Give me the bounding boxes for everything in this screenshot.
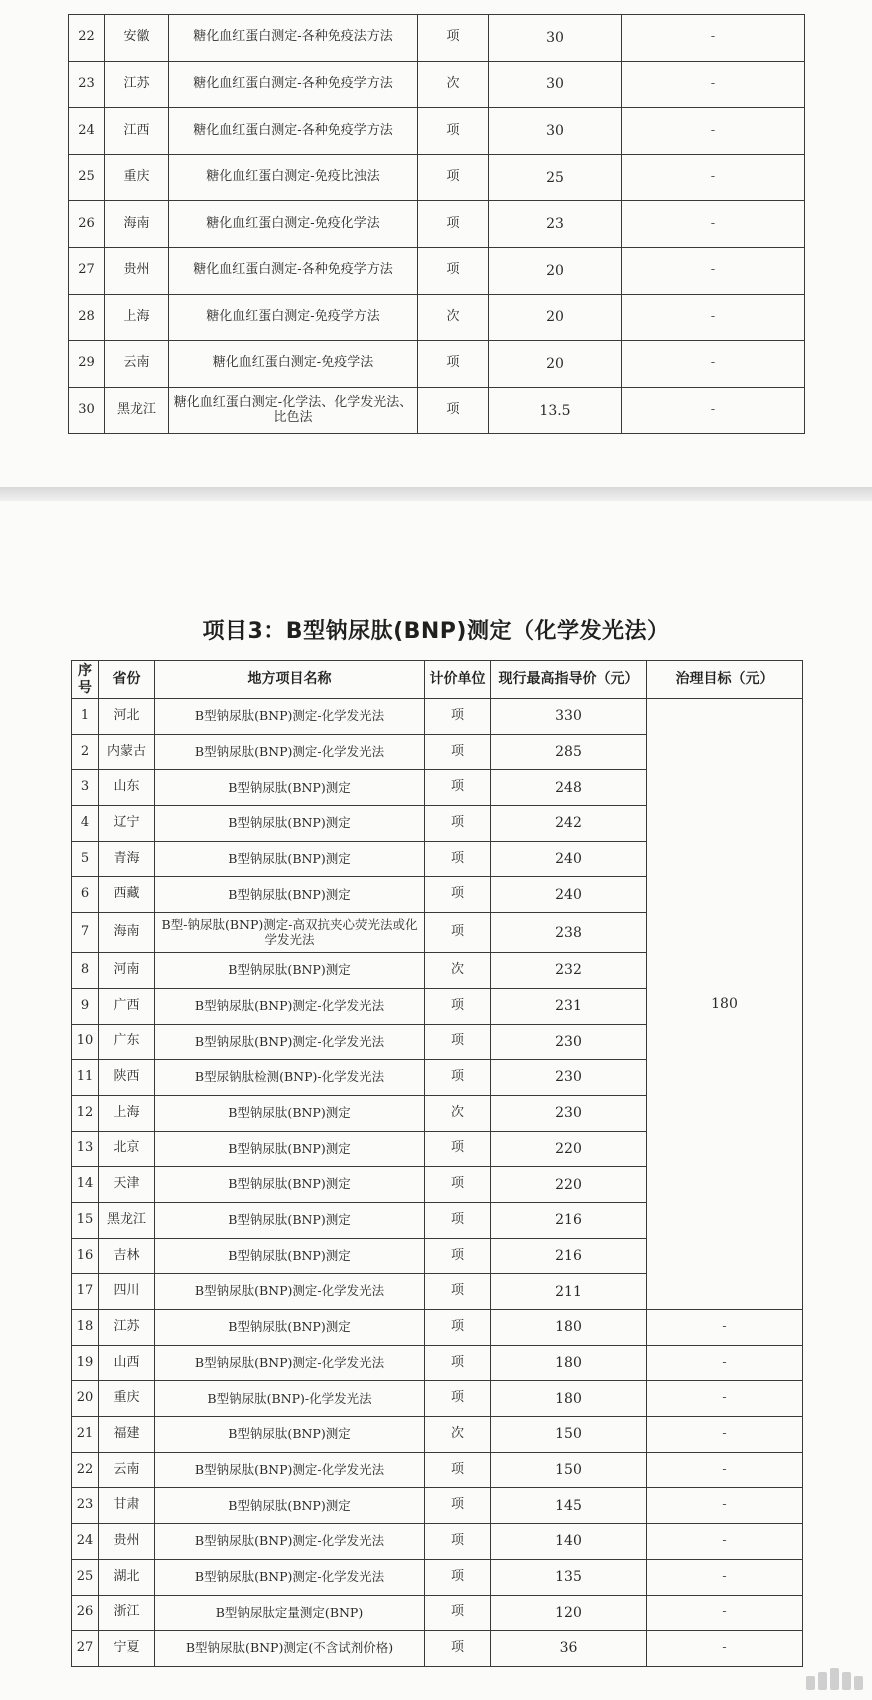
item-name-cell: B型钠尿肽(BNP)测定 [155,1310,425,1346]
row-number: 26 [72,1595,99,1631]
row-number: 15 [72,1202,99,1238]
item-name-cell: B型-钠尿肽(BNP)测定-高双抗夹心荧光法或化学发光法 [155,913,425,953]
price-cell: 20 [489,341,622,388]
item-name-cell: B型钠尿肽定量测定(BNP) [155,1595,425,1631]
unit-cell: 项 [425,699,491,735]
province-cell: 广西 [99,988,155,1024]
price-cell: 145 [491,1488,647,1524]
item-name-cell: B型钠尿肽(BNP)测定 [155,1131,425,1167]
unit-cell: 项 [418,15,489,62]
row-number: 20 [72,1381,99,1417]
unit-cell: 项 [425,988,491,1024]
unit-cell: 项 [425,1167,491,1203]
province-cell: 重庆 [99,1381,155,1417]
unit-cell: 项 [425,770,491,806]
price-cell: 230 [491,1095,647,1131]
province-cell: 青海 [99,841,155,877]
table-row [72,1595,803,1631]
row-number: 27 [69,247,105,294]
row-number: 18 [72,1310,99,1346]
table-row [69,61,805,108]
price-cell: 30 [489,108,622,155]
unit-cell: 项 [425,1559,491,1595]
price-cell: 20 [489,247,622,294]
unit-cell: 项 [425,1524,491,1560]
unit-cell: 项 [425,1452,491,1488]
table-row [72,699,803,735]
unit-cell: 项 [425,1131,491,1167]
item-name-cell: B型钠尿肽(BNP)测定-化学发光法 [155,1524,425,1560]
province-cell: 西藏 [99,877,155,913]
target-cell: - [622,61,805,108]
unit-cell: 项 [418,108,489,155]
unit-cell: 项 [425,1238,491,1274]
table-header-row [72,661,803,699]
item-name-cell: B型钠尿肽(BNP)测定 [155,806,425,842]
target-cell: - [647,1381,803,1417]
province-cell: 福建 [99,1417,155,1453]
item-name-cell: 糖化血红蛋白测定-各种免疫学方法 [169,61,418,108]
unit-cell: 项 [425,913,491,953]
province-cell: 辽宁 [99,806,155,842]
price-cell: 30 [489,61,622,108]
table-row [69,201,805,248]
price-cell: 150 [491,1452,647,1488]
province-cell: 江苏 [99,1310,155,1346]
target-cell: - [622,341,805,388]
row-number: 12 [72,1095,99,1131]
province-cell: 贵州 [99,1524,155,1560]
table-row [69,247,805,294]
unit-cell: 项 [425,1488,491,1524]
header-province: 省份 [99,661,155,699]
item-name-cell: B型钠尿肽(BNP)测定 [155,953,425,989]
row-number: 11 [72,1060,99,1096]
province-cell: 海南 [99,913,155,953]
unit-cell: 项 [425,841,491,877]
unit-cell: 项 [425,734,491,770]
hba1c-price-table [68,14,805,434]
item-name-cell: B型钠尿肽(BNP)测定-化学发光法 [155,1452,425,1488]
target-cell: - [647,1524,803,1560]
target-cell: - [622,387,805,434]
table-row [69,387,805,434]
item-name-cell: B型钠尿肽(BNP)测定 [155,841,425,877]
price-cell: 330 [491,699,647,735]
price-cell: 220 [491,1131,647,1167]
province-cell: 山东 [99,770,155,806]
price-cell: 180 [491,1381,647,1417]
row-number: 4 [72,806,99,842]
header-name: 地方项目名称 [155,661,425,699]
price-cell: 140 [491,1524,647,1560]
item-name-cell: 糖化血红蛋白测定-化学法、化学发光法、比色法 [169,387,418,434]
item-name-cell: B型钠尿肽(BNP)测定-化学发光法 [155,1559,425,1595]
province-cell: 天津 [99,1167,155,1203]
province-cell: 河南 [99,953,155,989]
header-price: 现行最高指导价（元） [491,661,647,699]
item-name-cell: B型钠尿肽(BNP)测定 [155,1167,425,1203]
item-name-cell: 糖化血红蛋白测定-各种免疫学方法 [169,247,418,294]
province-cell: 陕西 [99,1060,155,1096]
table-row [72,1345,803,1381]
page-gap [0,487,872,501]
row-number: 23 [69,61,105,108]
item-name-cell: 糖化血红蛋白测定-各种免疫法方法 [169,15,418,62]
price-cell: 242 [491,806,647,842]
target-cell: - [647,1595,803,1631]
target-cell: - [647,1310,803,1346]
header-unit: 计价单位 [425,661,491,699]
header-target: 治理目标（元） [647,661,803,699]
table-row [72,1310,803,1346]
price-cell: 13.5 [489,387,622,434]
price-cell: 20 [489,294,622,341]
unit-cell: 项 [418,154,489,201]
province-cell: 云南 [105,341,169,388]
province-cell: 上海 [99,1095,155,1131]
row-number: 19 [72,1345,99,1381]
unit-cell: 项 [425,1381,491,1417]
item-name-cell: B型尿钠肽检测(BNP)-化学发光法 [155,1060,425,1096]
document-page-1 [0,0,872,487]
province-cell: 上海 [105,294,169,341]
price-cell: 180 [491,1345,647,1381]
row-number: 6 [72,877,99,913]
target-cell: - [647,1488,803,1524]
province-cell: 重庆 [105,154,169,201]
target-cell: - [622,15,805,62]
unit-cell: 次 [425,1095,491,1131]
row-number: 9 [72,988,99,1024]
price-cell: 285 [491,734,647,770]
unit-cell: 项 [425,1595,491,1631]
province-cell: 内蒙古 [99,734,155,770]
table-row [69,294,805,341]
price-cell: 211 [491,1274,647,1310]
unit-cell: 项 [425,1202,491,1238]
unit-cell: 项 [425,1631,491,1667]
item-name-cell: B型钠尿肽(BNP)测定-化学发光法 [155,988,425,1024]
price-cell: 231 [491,988,647,1024]
row-number: 13 [72,1131,99,1167]
target-cell: - [647,1417,803,1453]
item-name-cell: B型钠尿肽(BNP)测定 [155,770,425,806]
unit-cell: 项 [425,1310,491,1346]
province-cell: 吉林 [99,1238,155,1274]
target-cell: - [622,201,805,248]
province-cell: 安徽 [105,15,169,62]
row-number: 10 [72,1024,99,1060]
table-row [72,1631,803,1667]
row-number: 28 [69,294,105,341]
price-cell: 240 [491,877,647,913]
row-number: 26 [69,201,105,248]
item-name-cell: B型钠尿肽(BNP)测定-化学发光法 [155,1024,425,1060]
province-cell: 云南 [99,1452,155,1488]
unit-cell: 项 [425,806,491,842]
bnp-price-table [71,660,803,1667]
item-name-cell: 糖化血红蛋白测定-免疫学法 [169,341,418,388]
price-cell: 240 [491,841,647,877]
table-row [72,1488,803,1524]
price-cell: 23 [489,201,622,248]
row-number: 7 [72,913,99,953]
item-name-cell: B型钠尿肽(BNP)-化学发光法 [155,1381,425,1417]
row-number: 14 [72,1167,99,1203]
price-cell: 238 [491,913,647,953]
item-name-cell: B型钠尿肽(BNP)测定(不含试剂价格) [155,1631,425,1667]
item-name-cell: B型钠尿肽(BNP)测定-化学发光法 [155,1274,425,1310]
price-cell: 120 [491,1595,647,1631]
table-row [72,1559,803,1595]
unit-cell: 项 [425,1024,491,1060]
item-name-cell: B型钠尿肽(BNP)测定 [155,877,425,913]
item-name-cell: B型钠尿肽(BNP)测定 [155,1488,425,1524]
item-name-cell: 糖化血红蛋白测定-免疫化学法 [169,201,418,248]
row-number: 5 [72,841,99,877]
item-name-cell: B型钠尿肽(BNP)测定-化学发光法 [155,734,425,770]
table-row [72,1417,803,1453]
target-cell: - [647,1631,803,1667]
row-number: 23 [72,1488,99,1524]
target-cell: - [647,1559,803,1595]
item-name-cell: B型钠尿肽(BNP)测定 [155,1095,425,1131]
province-cell: 河北 [99,699,155,735]
row-number: 24 [69,108,105,155]
header-no: 序号 [72,661,99,699]
row-number: 1 [72,699,99,735]
table-row [69,108,805,155]
province-cell: 海南 [105,201,169,248]
item-name-cell: 糖化血红蛋白测定-免疫比浊法 [169,154,418,201]
target-merged-cell: 180 [647,699,803,1310]
unit-cell: 次 [425,1417,491,1453]
item-name-cell: B型钠尿肽(BNP)测定 [155,1417,425,1453]
price-cell: 216 [491,1202,647,1238]
province-cell: 四川 [99,1274,155,1310]
target-cell: - [622,294,805,341]
unit-cell: 项 [418,201,489,248]
province-cell: 黑龙江 [99,1202,155,1238]
row-number: 17 [72,1274,99,1310]
unit-cell: 次 [418,61,489,108]
province-cell: 黑龙江 [105,387,169,434]
item-name-cell: B型钠尿肽(BNP)测定-化学发光法 [155,1345,425,1381]
unit-cell: 项 [418,387,489,434]
row-number: 25 [72,1559,99,1595]
row-number: 3 [72,770,99,806]
target-cell: - [647,1452,803,1488]
price-cell: 220 [491,1167,647,1203]
table-row [69,154,805,201]
province-cell: 江西 [105,108,169,155]
price-cell: 216 [491,1238,647,1274]
table-row [69,15,805,62]
table-row [69,341,805,388]
province-cell: 宁夏 [99,1631,155,1667]
row-number: 22 [69,15,105,62]
price-cell: 248 [491,770,647,806]
section-title: 项目3：B型钠尿肽(BNP)测定（化学发光法） [202,619,670,644]
unit-cell: 项 [425,877,491,913]
unit-cell: 项 [425,1274,491,1310]
price-cell: 36 [491,1631,647,1667]
row-number: 16 [72,1238,99,1274]
row-number: 30 [69,387,105,434]
target-cell: - [647,1345,803,1381]
item-name-cell: B型钠尿肽(BNP)测定 [155,1202,425,1238]
province-cell: 广东 [99,1024,155,1060]
row-number: 8 [72,953,99,989]
province-cell: 贵州 [105,247,169,294]
item-name-cell: 糖化血红蛋白测定-免疫学方法 [169,294,418,341]
item-name-cell: B型钠尿肽(BNP)测定-化学发光法 [155,699,425,735]
row-number: 25 [69,154,105,201]
price-cell: 230 [491,1024,647,1060]
unit-cell: 次 [418,294,489,341]
table-row [72,1381,803,1417]
province-cell: 浙江 [99,1595,155,1631]
row-number: 29 [69,341,105,388]
price-cell: 180 [491,1310,647,1346]
province-cell: 甘肃 [99,1488,155,1524]
table-row [72,1452,803,1488]
watermark-logo [806,1668,864,1690]
row-number: 21 [72,1417,99,1453]
unit-cell: 项 [418,247,489,294]
price-cell: 25 [489,154,622,201]
row-number: 22 [72,1452,99,1488]
province-cell: 山西 [99,1345,155,1381]
province-cell: 北京 [99,1131,155,1167]
price-cell: 135 [491,1559,647,1595]
province-cell: 湖北 [99,1559,155,1595]
item-name-cell: 糖化血红蛋白测定-各种免疫学方法 [169,108,418,155]
unit-cell: 次 [425,953,491,989]
item-name-cell: B型钠尿肽(BNP)测定 [155,1238,425,1274]
target-cell: - [622,108,805,155]
target-cell: - [622,154,805,201]
target-cell: - [622,247,805,294]
price-cell: 232 [491,953,647,989]
table-row [72,1524,803,1560]
price-cell: 150 [491,1417,647,1453]
price-cell: 230 [491,1060,647,1096]
unit-cell: 项 [425,1345,491,1381]
row-number: 24 [72,1524,99,1560]
unit-cell: 项 [418,341,489,388]
unit-cell: 项 [425,1060,491,1096]
row-number: 27 [72,1631,99,1667]
province-cell: 江苏 [105,61,169,108]
row-number: 2 [72,734,99,770]
price-cell: 30 [489,15,622,62]
